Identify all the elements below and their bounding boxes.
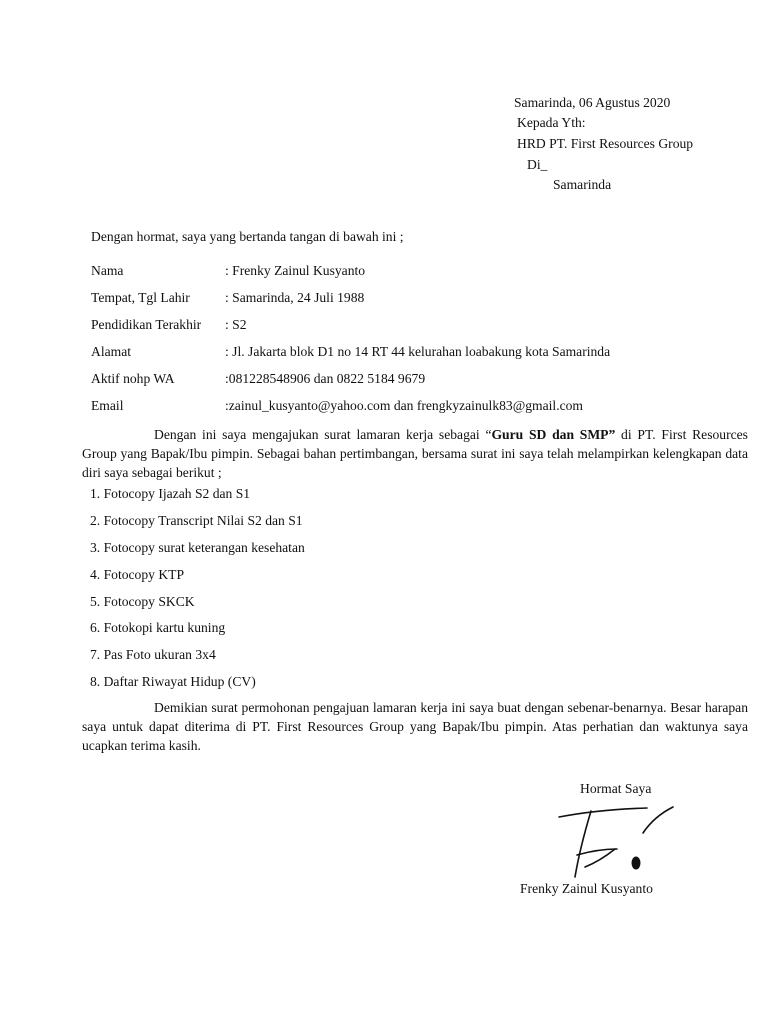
paragraph1-before: Dengan ini saya mengajukan surat lamaran kerja sebagai “ (154, 427, 492, 442)
identity-label: Nama (91, 263, 124, 278)
addressee-recipient: HRD PT. First Resources Group (517, 136, 694, 151)
list-item: 8. Daftar Riwayat Hidup (CV) (90, 674, 256, 689)
list-item: 6. Fotokopi kartu kuning (90, 620, 226, 635)
identity-value: :081228548906 dan 0822 5184 9679 (225, 371, 426, 386)
identity-value: : Samarinda, 24 Juli 1988 (225, 290, 365, 305)
signer-name: Frenky Zainul Kusyanto (520, 881, 653, 896)
list-item: 1. Fotocopy Ijazah S2 dan S1 (90, 486, 251, 501)
signature-icon (555, 803, 680, 883)
list-item: 7. Pas Foto ukuran 3x4 (90, 647, 216, 662)
paragraph2-text: Demikian surat permohonan pengajuan lamaran kerja ini saya buat dengan sebenar-benarnya. Besar harapan saya untuk dapat diterima di PT. First Resources Group yang Bapak/Ibu pimpin. Atas perhatian dan waktunya saya ucapkan terima kasih. (82, 700, 748, 753)
identity-value: : Frenky Zainul Kusyanto (225, 263, 366, 278)
identity-label: Email (91, 398, 124, 413)
identity-label: Aktif nohp WA (91, 371, 175, 386)
addressee-intro: Kepada Yth: (517, 115, 586, 130)
greeting-line: Dengan hormat, saya yang bertanda tangan di bawah ini ; (91, 229, 404, 244)
identity-value: : S2 (225, 317, 247, 332)
closing-salutation: Hormat Saya (580, 781, 652, 796)
application-paragraph (82, 425, 748, 482)
handwritten-signature (555, 803, 680, 887)
place-date: Samarinda, 06 Agustus 2020 (514, 95, 671, 110)
list-item: 3. Fotocopy surat keterangan kesehatan (90, 540, 305, 555)
identity-label: Alamat (91, 344, 132, 359)
identity-value: : Jl. Jakarta blok D1 no 14 RT 44 kelurahan loabakung kota Samarinda (225, 344, 611, 359)
paragraph1-after: di PT. First Resources Group yang Bapak/Ibu pimpin. Sebagai bahan pertimbangan, bersama surat ini saya telah melampirkan kelengkapan data diri saya sebagai berikut ; (82, 427, 748, 480)
list-item: 2. Fotocopy Transcript Nilai S2 dan S1 (90, 513, 303, 528)
list-item: 5. Fotocopy SKCK (90, 594, 195, 609)
list-item: 4. Fotocopy KTP (90, 567, 185, 582)
closing-paragraph (82, 698, 748, 755)
identity-value: :zainul_kusyanto@yahoo.com dan frengkyzainulk83@gmail.com (225, 398, 583, 413)
addressee-di: Di_ (527, 157, 548, 172)
identity-label: Pendidikan Terakhir (91, 317, 202, 332)
applied-position: Guru SD dan SMP” (491, 427, 616, 442)
identity-label: Tempat, Tgl Lahir (91, 290, 190, 305)
addressee-city: Samarinda (553, 177, 612, 192)
